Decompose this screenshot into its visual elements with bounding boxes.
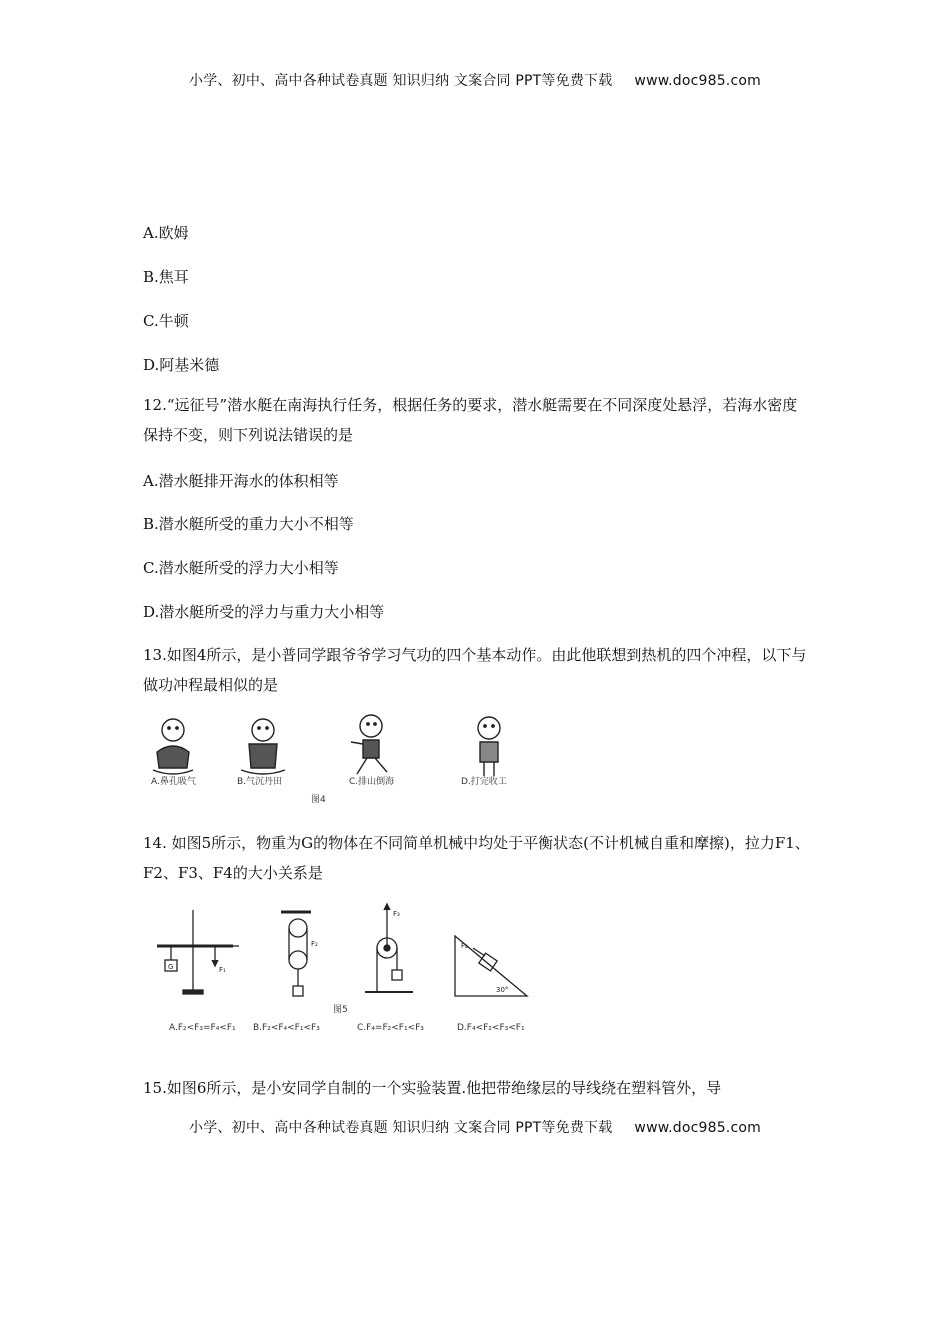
q12-option-d: D.潜水艇所受的浮力与重力大小相等	[143, 603, 385, 621]
q12-stem: 12.“远征号”潜水艇在南海执行任务，根据任务的要求，潜水艇需要在不同深度处悬浮，若海水密度保持不变，则下列说法错误的是	[143, 396, 798, 444]
q12-option-c: C.潜水艇所受的浮力大小相等	[143, 559, 339, 577]
figure-4-caption-b: B.气沉丹田	[237, 777, 283, 787]
q11-option-d: D.阿基米德	[143, 356, 220, 374]
figure-4-caption-d: D.打完收工	[461, 777, 507, 787]
figure-5-single-pulley	[365, 904, 413, 992]
figure-5-pulley-block	[281, 912, 311, 996]
figure-5-incline-f4: F₄	[461, 942, 468, 950]
figure-5	[143, 900, 543, 1038]
figure-4	[143, 712, 523, 808]
figure-4-person-a	[153, 719, 193, 774]
figure-5-label: 图5	[333, 1005, 348, 1015]
figure-5-lever-g: G	[168, 963, 174, 971]
footer-site: www.doc985.com	[634, 1120, 761, 1136]
figure-5-lever-f1: F₁	[219, 966, 226, 974]
figure-5-option-a: A.F₂<F₃=F₄<F₁	[169, 1023, 236, 1033]
figure-5-pulley-f2: F₂	[311, 940, 318, 948]
figure-4-caption-a: A.鼻孔吸气	[151, 777, 196, 787]
figure-5-incline-angle: 30°	[496, 986, 509, 994]
figure-5-option-b: B.F₂<F₄<F₁<F₃	[253, 1023, 320, 1033]
page-header	[0, 70, 950, 90]
q11-option-a: A.欧姆	[143, 224, 189, 242]
q15-stem: 15.如图6所示，是小安同学自制的一个实验装置.他把带绝缘层的导线绕在塑料管外，导	[143, 1079, 722, 1097]
figure-5-option-c: C.F₄=F₂<F₁<F₃	[357, 1023, 424, 1033]
header-site: www.doc985.com	[634, 73, 761, 89]
q11-option-c: C.牛顿	[143, 312, 189, 330]
q12-option-a: A.潜水艇排开海水的体积相等	[143, 472, 339, 490]
q11-option-b: B.焦耳	[143, 268, 189, 286]
figure-4-person-c	[351, 715, 387, 774]
q13-stem: 13.如图4所示，是小普同学跟爷爷学习气功的四个基本动作。由此他联想到热机的四个冲程，以下与做功冲程最相似的是	[143, 646, 807, 694]
page-footer	[0, 1117, 950, 1137]
figure-4-label: 图4	[311, 795, 326, 805]
figure-5-option-d: D.F₄<F₂<F₃<F₁	[457, 1023, 525, 1033]
q14-stem: 14. 如图5所示，物重为G的物体在不同简单机械中均处于平衡状态(不计机械自重和摩擦)，拉力F1、F2、F3、F4的大小关系是	[143, 834, 810, 882]
figure-5-pulley-f3: F₃	[393, 910, 400, 918]
figure-4-person-b	[241, 719, 285, 774]
q12-option-b: B.潜水艇所受的重力大小不相等	[143, 515, 354, 533]
footer-title: 小学、初中、高中各种试卷真题 知识归纳 文案合同 PPT等免费下载	[189, 1120, 613, 1136]
header-title: 小学、初中、高中各种试卷真题 知识归纳 文案合同 PPT等免费下载	[189, 73, 613, 89]
figure-5-lever	[157, 910, 239, 994]
figure-4-caption-c: C.排山倒海	[349, 777, 395, 787]
figure-4-person-d	[478, 717, 500, 776]
